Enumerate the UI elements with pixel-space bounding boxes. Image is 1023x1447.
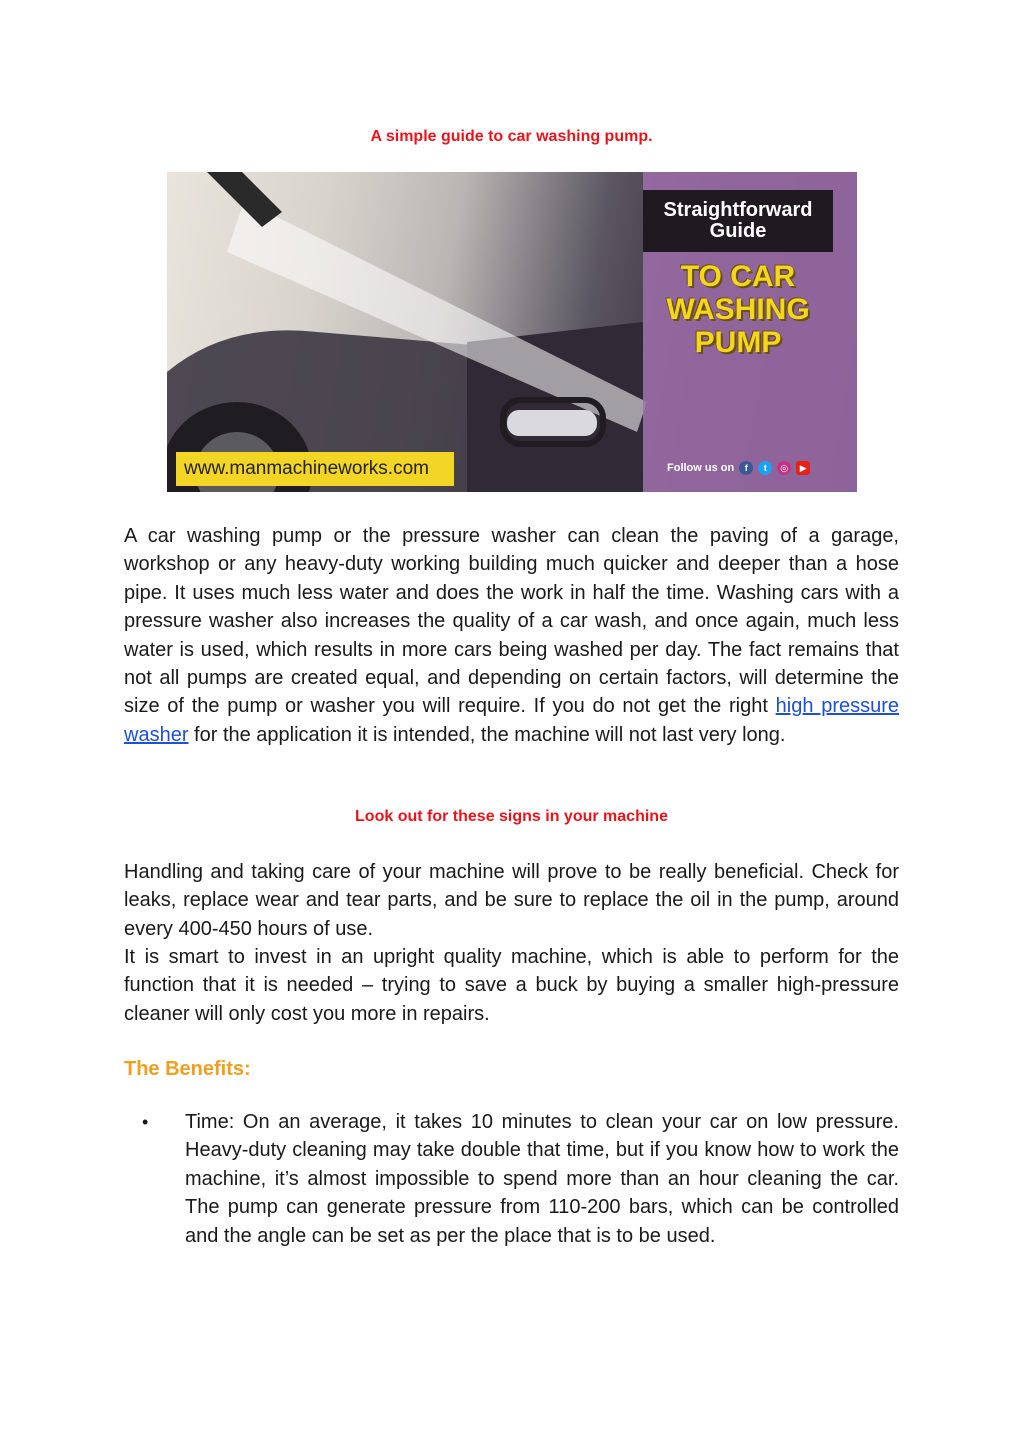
twitter-icon: t	[758, 461, 772, 475]
care-paragraph: Handling and taking care of your machine will prove to be really beneficial. Check for leaks, replace wear and tear parts, and be sure to replace the oil in the pump, around every 400-450 hours of use.	[124, 861, 899, 940]
hero-headline-line: TO CAR	[680, 260, 796, 293]
hero-url: www.manmachineworks.com	[176, 452, 454, 486]
signs-heading: Look out for these signs in your machine	[355, 808, 668, 825]
facebook-icon: f	[739, 461, 753, 475]
page-title: A simple guide to car washing pump.	[370, 128, 653, 145]
bullet-icon: •	[142, 1112, 149, 1132]
invest-paragraph: It is smart to invest in an upright quality machine, which is able to perform for the function that it is needed – trying to save a buck by buying a smaller high-pressure cleaner will only cost you more in repairs.	[124, 946, 899, 1025]
benefit-text: Time: On an average, it takes 10 minutes to clean your car on low pressure. Heavy-duty cleaning may take double that time, but if you know how to work the machine, it’s almost impossible to spend more than an hour cleaning the car. The pump can generate pressure from 110-200 bars, which can be controlled and the angle can be set as per the place that is to be used.	[185, 1111, 899, 1247]
intro-paragraph	[124, 522, 899, 749]
intro-text-end: for the application it is intended, the machine will not last very long.	[194, 723, 786, 746]
hero-follow	[667, 461, 810, 475]
intro-text: A car washing pump or the pressure washer can clean the paving of a garage, workshop or any heavy-duty working building much quicker and deeper than a hose pipe. It uses much less water and does the work in half the time. Washing cars with a pressure washer also increases the quality of a car wash, and once again, much less water is used, which results in more cars being washed per day. The fact remains that not all pumps are created equal, and depending on certain factors, will determine the size of the pump or washer you will require. If you do not get the right	[124, 525, 899, 718]
instagram-icon: ◎	[777, 461, 791, 475]
follow-label: Follow us on	[667, 462, 735, 474]
list-item	[124, 1108, 899, 1250]
benefits-heading: The Benefits:	[124, 1058, 251, 1080]
hero-image	[167, 172, 857, 492]
hero-headline-line: PUMP	[694, 326, 782, 359]
hero-headline	[643, 260, 833, 359]
high-pressure-washer-link[interactable]: high pressure washer	[124, 695, 900, 746]
youtube-icon: ▶	[796, 461, 810, 475]
hero-badge: Straightforward Guide	[643, 190, 833, 252]
hero-headline-line: WASHING	[666, 293, 810, 326]
benefits-list	[124, 1108, 899, 1250]
